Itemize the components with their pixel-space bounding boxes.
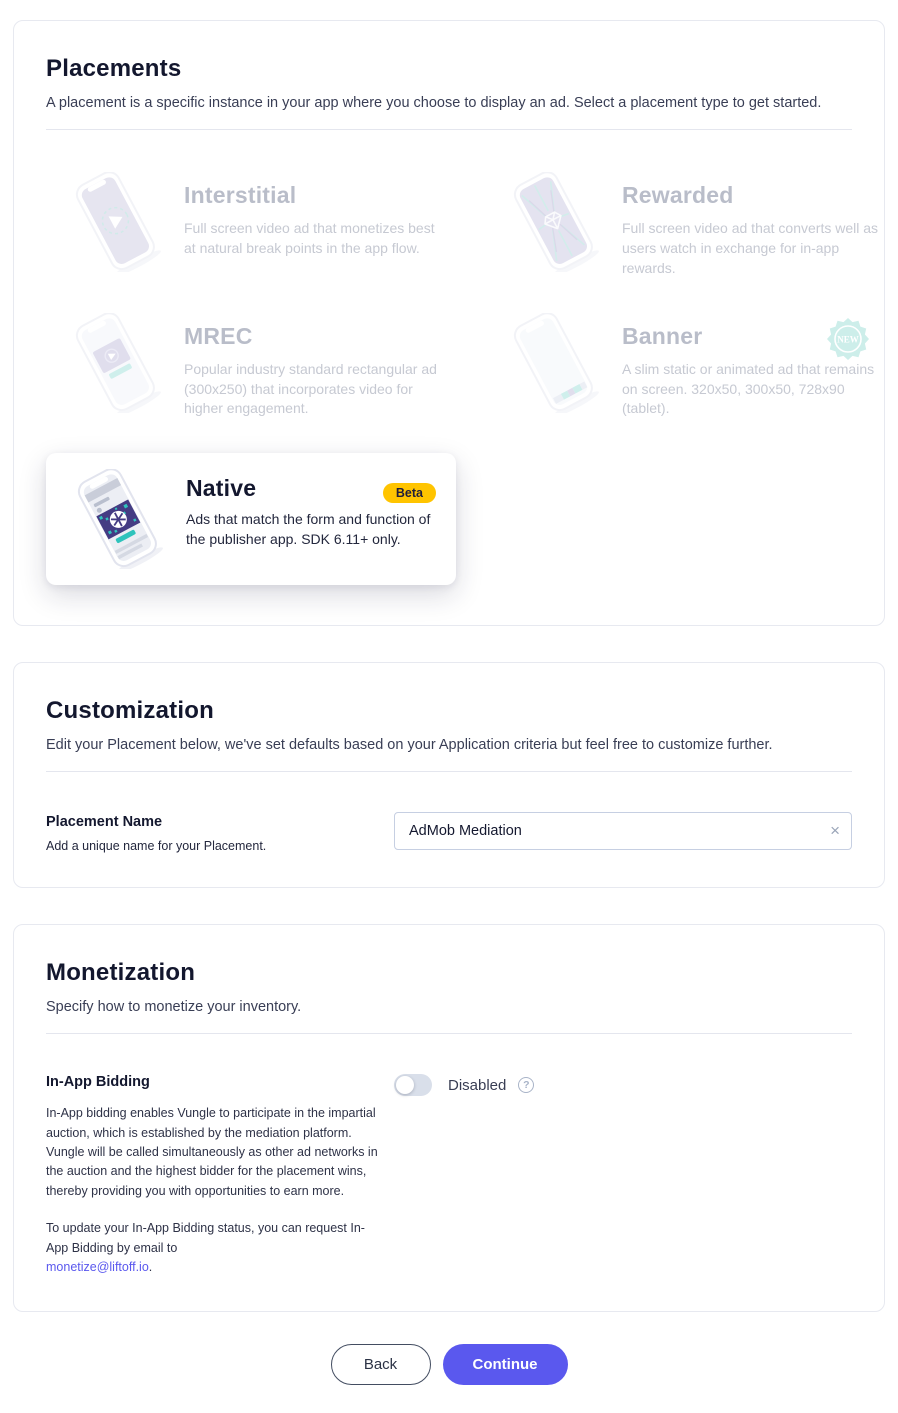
- placement-desc-native: Ads that match the form and function of the publisher app. SDK 6.11+ only.: [186, 511, 431, 548]
- toggle-knob: [396, 1076, 414, 1094]
- in-app-bidding-toggle[interactable]: [394, 1074, 432, 1096]
- placement-name-help: Add a unique name for your Placement.: [46, 839, 267, 854]
- clear-input-icon[interactable]: ×: [830, 821, 840, 841]
- placements-title: Placements: [46, 55, 182, 82]
- placement-title-native: Native: [186, 475, 257, 502]
- placement-title-mrec: MREC: [184, 322, 253, 349]
- monetize-email-link[interactable]: monetize@liftoff.io: [46, 1259, 149, 1274]
- customization-card: [13, 662, 885, 888]
- new-badge: [826, 317, 870, 366]
- back-button[interactable]: Back: [331, 1344, 431, 1385]
- monetization-title: Monetization: [46, 959, 196, 987]
- placement-option-interstitial[interactable]: [46, 172, 470, 279]
- placement-option-rewarded[interactable]: [484, 172, 884, 279]
- monetization-description: Specify how to monetize your inventory.: [46, 999, 302, 1016]
- placements-card: [13, 20, 885, 626]
- mrec-phone-icon: [60, 313, 170, 413]
- placement-option-banner[interactable]: [484, 313, 884, 420]
- customization-description: Edit your Placement below, we've set defaults based on your Application criteria but feel free to customize further.: [46, 737, 773, 754]
- placement-name-label: Placement Name: [46, 814, 163, 831]
- placement-type-grid: [46, 130, 879, 591]
- divider: [46, 1033, 852, 1034]
- footer-actions: [0, 1344, 898, 1385]
- placement-desc-interstitial: Full screen video ad that monetizes best at natural break points in the app flow.: [184, 220, 435, 256]
- in-app-bidding-request-text: To update your In-App Bidding status, you can request In-App Bidding by email to monetize@liftoff.io.: [46, 1221, 365, 1274]
- beta-badge: Beta: [383, 483, 436, 504]
- native-phone-icon: [62, 469, 172, 569]
- help-icon[interactable]: ?: [518, 1077, 534, 1093]
- divider: [46, 771, 852, 772]
- placement-desc-mrec: Popular industry standard rectangular ad (300x250) that incorporates video for higher engagement.: [184, 360, 437, 417]
- placement-desc-rewarded: Full screen video ad that converts well as users watch in exchange for in-app rewards.: [622, 220, 879, 276]
- svg-text:NEW: NEW: [837, 334, 859, 345]
- placement-option-native[interactable]: [46, 453, 456, 585]
- in-app-bidding-status: Disabled: [448, 1076, 507, 1094]
- monetization-card: [13, 924, 885, 1312]
- in-app-bidding-label: In-App Bidding: [46, 1074, 150, 1091]
- placement-title-rewarded: Rewarded: [622, 182, 734, 208]
- placement-title-banner: Banner: [622, 322, 703, 349]
- banner-phone-icon: [498, 313, 608, 413]
- placement-name-input[interactable]: [394, 812, 852, 850]
- placement-title-interstitial: Interstitial: [184, 182, 297, 208]
- customization-title: Customization: [46, 697, 214, 725]
- interstitial-phone-icon: [60, 172, 170, 272]
- continue-button[interactable]: Continue: [443, 1344, 568, 1385]
- placement-option-mrec[interactable]: [46, 313, 470, 420]
- in-app-bidding-description: In-App bidding enables Vungle to participate in the impartial auction, which is established by the mediation platform. Vungle will be called simultaneously as other ad networks in the auction and the highest bidder for the placement wins, thereby providing you with opportunities to earn more.: [46, 1106, 378, 1198]
- placement-desc-banner: A slim static or animated ad that remains on screen. 320x50, 300x50, 728x90 (tablet).: [622, 360, 875, 417]
- rewarded-phone-icon: [498, 172, 608, 272]
- placements-description: A placement is a specific instance in your app where you choose to display an ad. Select a placement type to get started.: [46, 95, 822, 111]
